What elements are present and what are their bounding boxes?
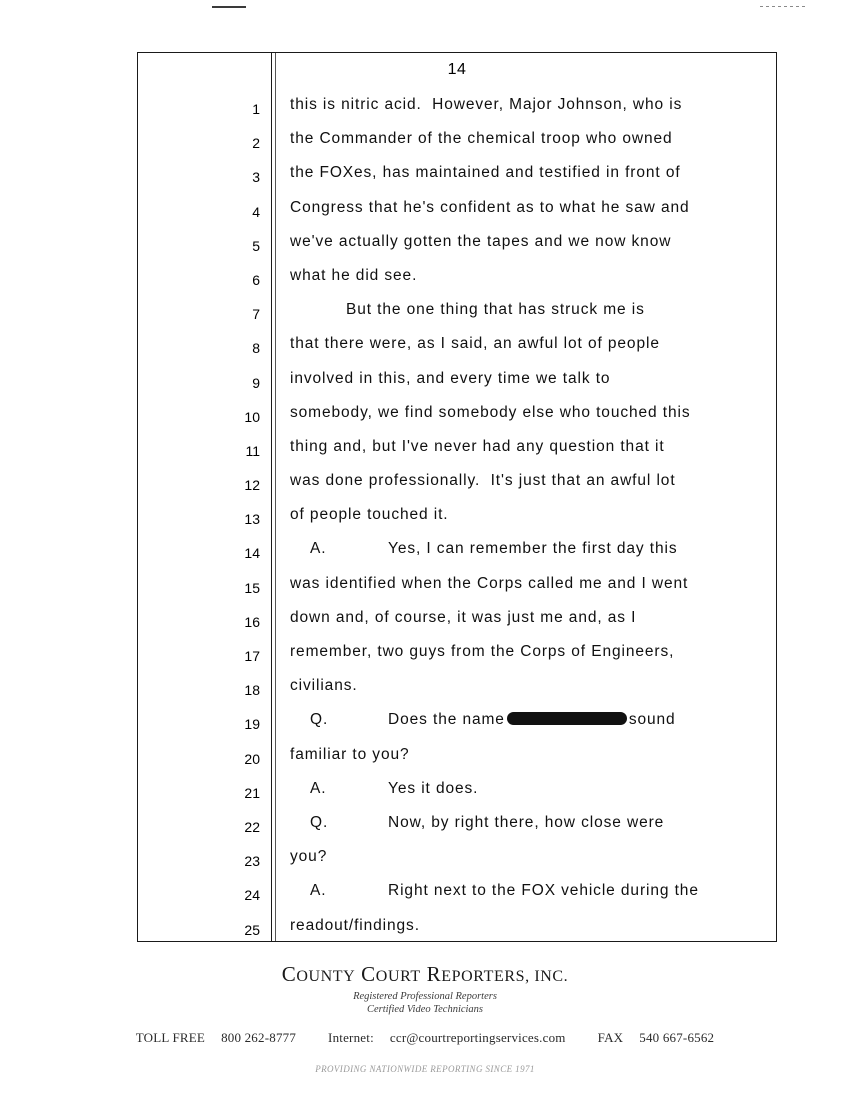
transcript-line xyxy=(138,264,776,298)
line-text xyxy=(290,814,768,832)
transcript-lines xyxy=(138,93,776,948)
line-number: 10 xyxy=(244,408,260,425)
transcript-page-frame xyxy=(137,52,777,942)
line-number: 23 xyxy=(244,853,260,870)
line-body-after-redaction: sound xyxy=(628,711,676,729)
line-number: 16 xyxy=(244,613,260,630)
line-text: civilians. xyxy=(290,677,358,695)
line-number: 3 xyxy=(252,169,260,186)
line-text: readout/findings. xyxy=(290,916,420,934)
redaction-bar xyxy=(507,712,627,725)
line-number: 8 xyxy=(252,340,260,357)
transcript-line xyxy=(138,845,776,879)
line-text: the Commander of the chemical troop who owned xyxy=(290,130,673,148)
line-text: thing and, but I've never had any question that it xyxy=(290,437,665,455)
line-text: Congress that he's confident as to what he saw and xyxy=(290,198,690,216)
firm-credential-line-2: Certified Video Technicians xyxy=(366,1004,484,1016)
line-text: was identified when the Corps called me and I went xyxy=(290,574,689,592)
line-text: remember, two guys from the Corps of Engineers, xyxy=(290,643,675,660)
line-text: this is nitric acid. However, Major Johnson, who is xyxy=(290,96,683,113)
transcript-line xyxy=(138,161,776,195)
line-number: 18 xyxy=(244,682,260,699)
speaker-tag: A. xyxy=(310,779,327,797)
transcript-line xyxy=(138,743,776,777)
line-text: somebody, we find somebody else who touched this xyxy=(290,403,691,421)
line-number: 5 xyxy=(252,237,260,254)
scan-artifact-top-right xyxy=(760,6,806,7)
line-text xyxy=(290,711,768,729)
transcript-line xyxy=(138,674,776,708)
line-number: 1 xyxy=(252,101,260,117)
line-body: Does the name xyxy=(388,711,505,729)
line-text xyxy=(290,540,768,558)
transcript-line xyxy=(138,230,776,264)
firm-tagline: PROVIDING NATIONWIDE REPORTING SINCE 1971 xyxy=(315,1064,535,1075)
line-text: you? xyxy=(290,848,328,866)
transcript-line xyxy=(138,127,776,161)
line-text: down and, of course, it was just me and, as I xyxy=(290,608,637,626)
line-text: what he did see. xyxy=(290,266,418,284)
line-number: 14 xyxy=(244,545,260,562)
transcript-line xyxy=(138,469,776,503)
line-number: 7 xyxy=(252,306,260,323)
reporting-firm-name xyxy=(0,962,850,987)
transcript-line xyxy=(138,435,776,469)
fax-label: FAX xyxy=(597,1030,624,1046)
line-text: was done professionally. It's just that an awful lot xyxy=(290,472,676,490)
page-number: 14 xyxy=(447,61,467,78)
transcript-line xyxy=(138,332,776,366)
speaker-tag: A. xyxy=(310,882,327,900)
firm-credentials xyxy=(0,990,850,1016)
line-text: that there were, as I said, an awful lot of people xyxy=(290,335,660,353)
transcript-line xyxy=(138,708,776,742)
firm-name-text: COUNTY COURT REPORTERS, INC. xyxy=(281,962,569,986)
page-footer xyxy=(0,962,850,1074)
line-text: familiar to you? xyxy=(290,745,410,763)
line-number: 19 xyxy=(244,716,260,733)
transcript-line xyxy=(138,537,776,571)
line-text: the FOXes, has maintained and testified in front of xyxy=(290,164,681,182)
line-number: 15 xyxy=(244,579,260,596)
transcript-line xyxy=(138,777,776,811)
toll-free-label: TOLL FREE xyxy=(135,1030,206,1046)
transcript-line xyxy=(138,572,776,606)
transcript-line xyxy=(138,367,776,401)
line-text xyxy=(290,780,768,798)
transcript-line xyxy=(138,879,776,913)
line-text: of people touched it. xyxy=(290,506,449,524)
transcript-line xyxy=(138,914,776,948)
speaker-tag: Q. xyxy=(310,813,329,831)
line-number: 13 xyxy=(244,511,260,528)
line-text: we've actually gotten the tapes and we now know xyxy=(290,232,672,250)
speaker-tag: A. xyxy=(310,540,327,558)
line-number: 9 xyxy=(252,374,260,391)
transcript-line xyxy=(138,298,776,332)
line-number: 17 xyxy=(244,648,260,664)
transcript-line xyxy=(138,401,776,435)
fax-number: 540 667-6562 xyxy=(639,1030,715,1046)
internet-label: Internet: xyxy=(328,1030,374,1046)
firm-credential-line-1: Registered Professional Reporters xyxy=(353,991,497,1002)
line-text xyxy=(290,882,768,900)
line-text: involved in this, and every time we talk to xyxy=(290,369,611,387)
line-number: 24 xyxy=(244,887,260,904)
line-number: 22 xyxy=(244,818,260,835)
scan-artifact-top-left xyxy=(212,6,246,8)
line-body: Yes it does. xyxy=(388,779,479,797)
line-number: 21 xyxy=(244,784,260,801)
line-text: But the one thing that has struck me is xyxy=(346,301,645,319)
line-number: 12 xyxy=(244,477,260,494)
line-number: 2 xyxy=(252,135,260,152)
line-number: 6 xyxy=(252,271,260,288)
line-body: Yes, I can remember the first day this xyxy=(388,540,678,558)
speaker-tag: Q. xyxy=(310,711,329,729)
line-number: 25 xyxy=(244,921,260,938)
internet-email[interactable]: ccr@courtreportingservices.com xyxy=(389,1030,566,1046)
line-number: 20 xyxy=(244,750,260,767)
transcript-line xyxy=(138,811,776,845)
transcript-line xyxy=(138,503,776,537)
line-number: 4 xyxy=(252,203,260,220)
transcript-line xyxy=(138,606,776,640)
line-body: Now, by right there, how close were xyxy=(388,813,665,831)
line-body: Right next to the FOX vehicle during the xyxy=(388,882,699,900)
transcript-line xyxy=(138,196,776,230)
firm-contact-line xyxy=(0,1030,850,1046)
transcript-line xyxy=(138,93,776,127)
transcript-line xyxy=(138,640,776,674)
toll-free-number: 800 262-8777 xyxy=(221,1030,297,1046)
line-number: 11 xyxy=(245,442,260,459)
